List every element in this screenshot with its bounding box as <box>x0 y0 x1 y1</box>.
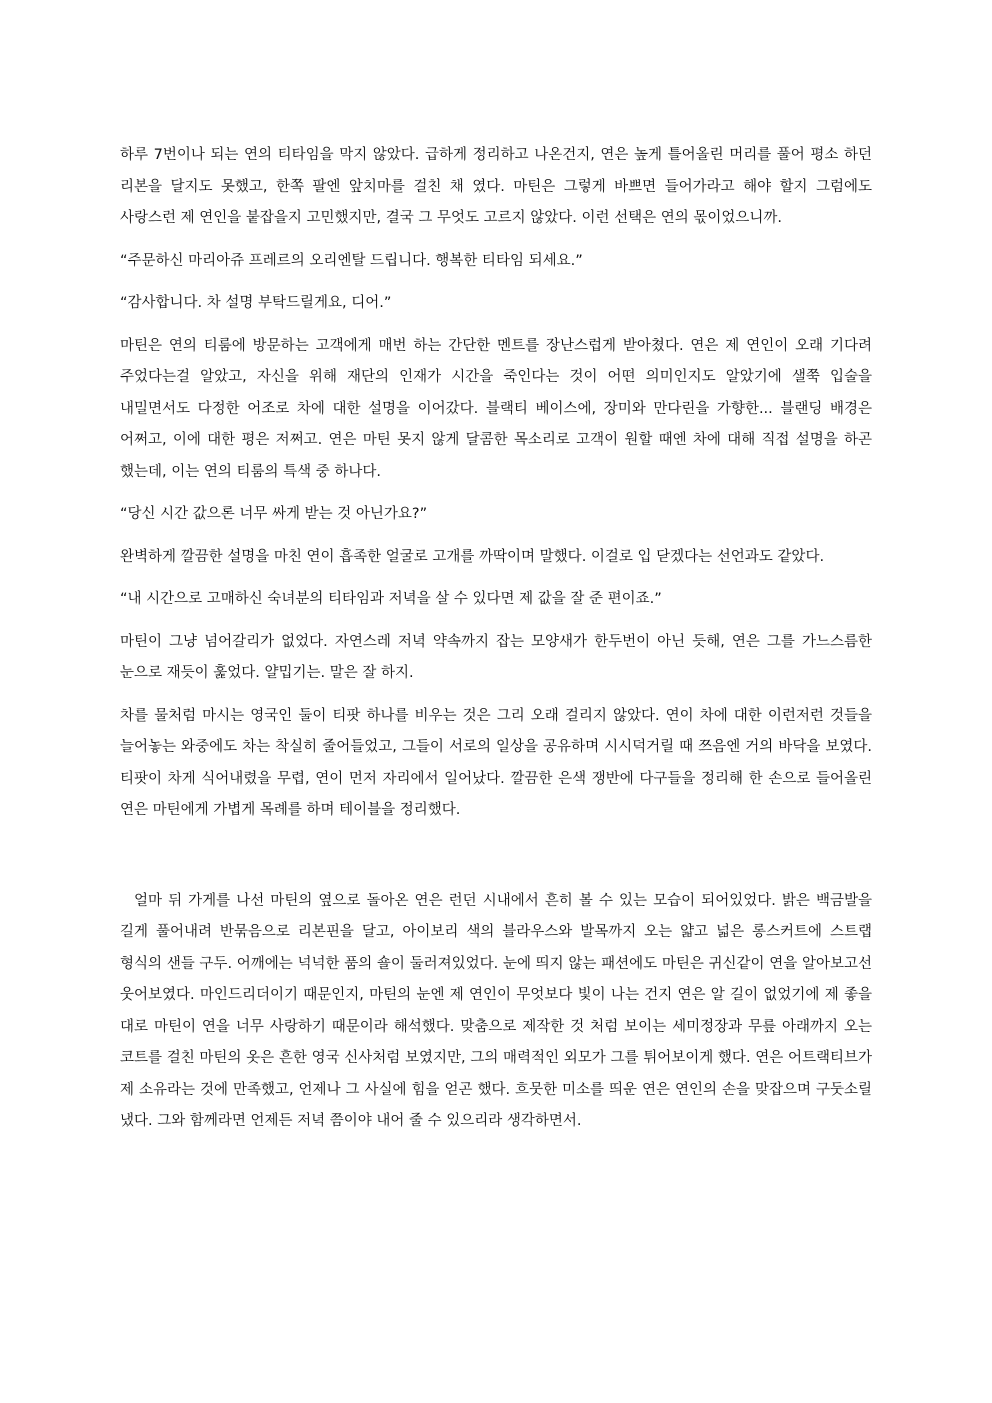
paragraph-5: 차를 물처럼 마시는 영국인 둘이 티팟 하나를 비우는 것은 그리 오래 걸리지 않았다. 연이 차에 대한 이런저런 것들을 늘어놓는 와중에도 차는 착실히 줄어들었고, 그들이 서로의 일상을 공유하며 시시덕거릴 때 쯔음엔 거의 바닥을 보였다. 티팟이 차게 식어내렸을 무렵, 연이 먼저 자리에서 일어났다. 깔끔한 은색 쟁반에 다구들을 정리해 한 손으로 들어올린 연은 마틴에게 가볍게 목례를 하며 테이블을 정리했다. <box>120 707 872 818</box>
paragraph-4: 마틴이 그냥 넘어갈리가 없었다. 자연스레 저녁 약속까지 잡는 모양새가 한두번이 아닌 듯해, 연은 그를 가느스름한 눈으로 재듯이 훑었다. 얄밉기는. 말은 잘 하지. <box>120 633 872 681</box>
document-page <box>120 140 872 1149</box>
paragraph-2: 마틴은 연의 티룸에 방문하는 고객에게 매번 하는 간단한 멘트를 장난스럽게 받아쳤다. 연은 제 연인이 오래 기다려 주었다는걸 알았고, 자신을 위해 재단의 인재가 시간을 죽인다는 것이 어떤 의미인지도 알았기에 샐쭉 입술을 내밀면서도 다정한 어조로 차에 대한 설명을 이어갔다. 블랙티 베이스에, 장미와 만다린을 가향한... 블랜딩 배경은 어쩌고, 이에 대한 평은 저쩌고. 연은 마틴 못지 않게 달콤한 목소리로 고객이 원할 때엔 차에 대해 직접 설명을 하곤 했는데, 이는 연의 티룸의 특색 중 하나다. <box>120 337 872 480</box>
dialogue-line-4: “내 시간으로 고매하신 숙녀분의 티타임과 저녁을 살 수 있다면 제 값을 잘 준 편이죠.” <box>120 591 662 607</box>
dialogue-line-2: “감사합니다. 차 설명 부탁드릴게요, 디어.” <box>120 295 392 311</box>
dialogue-line-3: “당신 시간 값으론 너무 싸게 받는 것 아닌가요?” <box>120 506 428 522</box>
paragraph-3: 완벽하게 깔끔한 설명을 마친 연이 흡족한 얼굴로 고개를 까딱이며 말했다. 이걸로 입 닫겠다는 선언과도 같았다. <box>120 548 825 565</box>
paragraph-1: 하루 7번이나 되는 연의 티타임을 막지 않았다. 급하게 정리하고 나온건지, 연은 높게 틀어올린 머리를 풀어 평소 하던 리본을 달지도 못했고, 한쪽 팔엔 앞치마를 걸친 채 였다. 마틴은 그렇게 바쁘면 들어가라고 해야 할지 그럼에도 사랑스런 제 연인을 붙잡을지 고민했지만, 결국 그 무엇도 고르지 않았다. 이런 선택은 연의 몫이었으니까. <box>120 147 872 226</box>
section-break <box>120 838 872 886</box>
paragraph-6: 얼마 뒤 가게를 나선 마틴의 옆으로 돌아온 연은 런던 시내에서 흔히 볼 수 있는 모습이 되어있었다. 밝은 백금발을 길게 풀어내려 반묶음으로 리본핀을 달고, 아이보리 색의 블라우스와 발목까지 오는 얇고 넓은 롱스커트에 스트랩 형식의 샌들 구두. 어깨에는 넉넉한 품의 숄이 둘러져있었다. 눈에 띄지 않는 패션에도 마틴은 귀신같이 연을 알아보고선 웃어보였다. 마인드리더이기 때문인지, 마틴의 눈엔 제 연인이 무엇보다 빛이 나는 건지 연은 알 길이 없었기에 제 좋을 대로 마틴이 연을 너무 사랑하기 때문이라 해석했다. 맞춤으로 제작한 것 처럼 보이는 세미정장과 무릎 아래까지 오는 코트를 걸친 마틴의 옷은 흔한 영국 신사처럼 보였지만, 그의 매력적인 외모가 그를 튀어보이게 했다. 연은 어트랙티브가 제 소유라는 것에 만족했고, 언제나 그 사실에 힘을 얻곤 했다. 흐뭇한 미소를 띄운 연은 연인의 손을 맞잡으며 구둣소릴 냈다. 그와 함께라면 언제든 저녁 쯤이야 내어 줄 수 있으리라 생각하면서. <box>120 892 872 1129</box>
dialogue-line-1: “주문하신 마리아쥬 프레르의 오리엔탈 드립니다. 행복한 티타임 되세요.” <box>120 252 583 269</box>
